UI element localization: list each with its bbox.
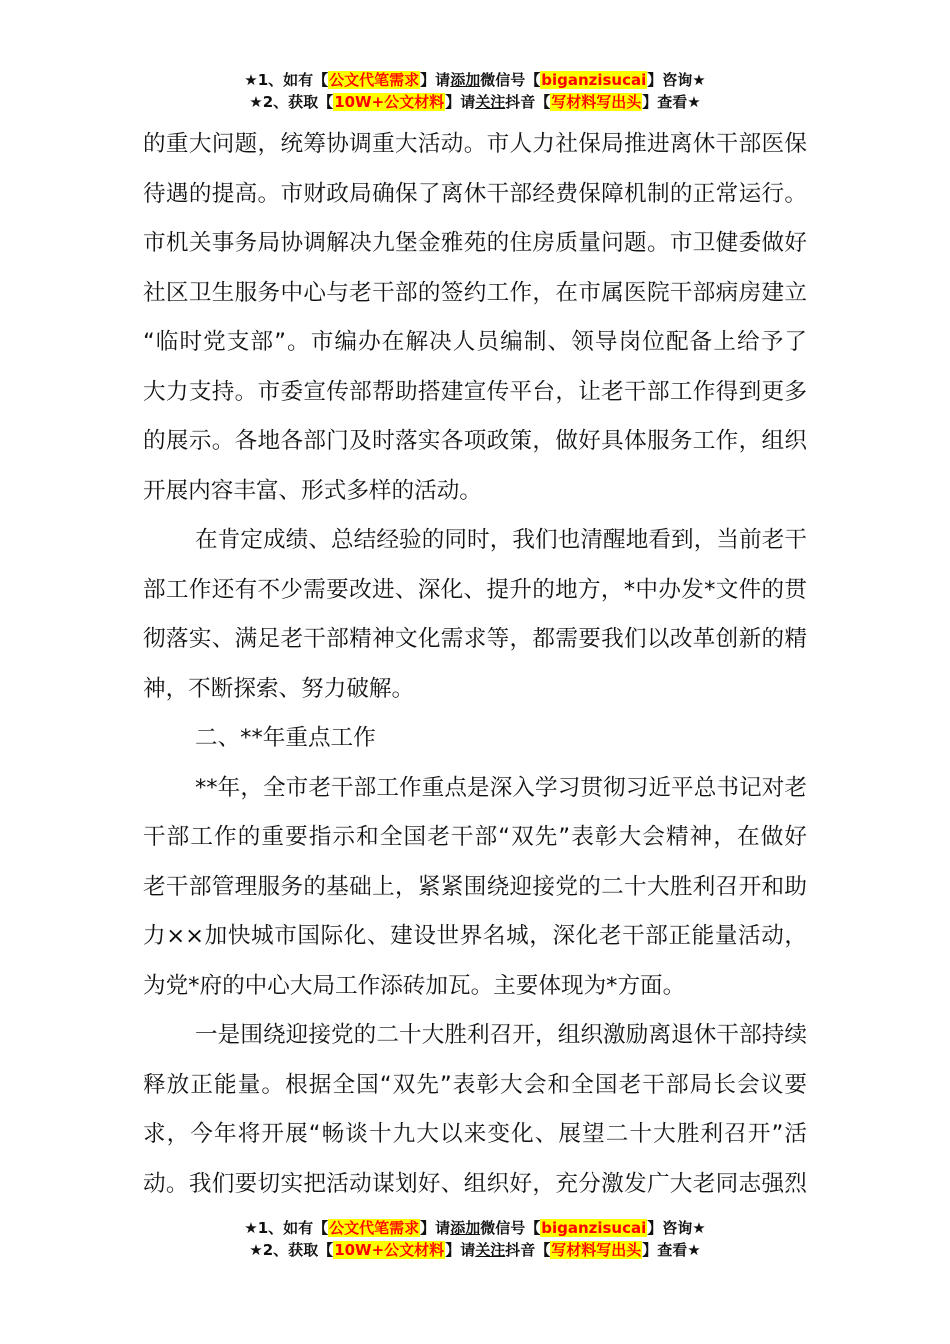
banner-text: 】查看★	[642, 93, 701, 111]
text-line: 为党*府的中心大局工作添砖加瓦。主要体现为*方面。	[143, 972, 686, 999]
banner-emphasis: 添加	[450, 71, 481, 89]
text-line: 老干部管理服务的基础上，紧紧围绕迎接党的二十大胜利召开和助	[143, 873, 807, 900]
highlight-materials: 10W+公文材料	[334, 1241, 445, 1259]
text-line: 社区卫生服务中心与老干部的签约工作，在市属医院干部病房建立	[143, 279, 807, 306]
highlight-douyin-account: 写材料写出头	[551, 1241, 642, 1259]
banner-emphasis: 关注	[475, 93, 506, 111]
text-line: 大力支持。市委宣传部帮助搭建宣传平台，让老干部工作得到更多	[143, 378, 807, 405]
text-line: 求，今年将开展“畅谈十九大以来变化、展望二十大胜利召开”活	[143, 1121, 807, 1147]
banner-text: ★2、获取【	[249, 93, 334, 111]
text-line: 部工作还有不少需要改进、深化、提升的地方，*中办发*文件的贯	[143, 576, 807, 603]
text-line: 干部工作的重要指示和全国老干部“双先”表彰大会精神，在做好	[143, 824, 807, 850]
text-line: 开展内容丰富、形式多样的活动。	[143, 477, 482, 504]
paragraph-start-line: 在肯定成绩、总结经验的同时，我们也清醒地看到，当前老干	[195, 527, 807, 553]
banner-line-2	[0, 91, 950, 113]
highlight-wechat-id: biganzisucai	[541, 71, 647, 89]
highlight-wechat-id: biganzisucai	[541, 1219, 647, 1237]
text-line: 动。我们要切实把活动谋划好、组织好，充分激发广大老同志强烈	[143, 1170, 807, 1197]
banner-text: 】请	[420, 1219, 451, 1237]
banner-text: 】查看★	[642, 1241, 701, 1259]
banner-text: ★2、获取【	[249, 1241, 334, 1259]
banner-text: 微信号【	[480, 71, 541, 89]
banner-line-1	[0, 1217, 950, 1239]
section-heading: 二、**年重点工作	[195, 725, 376, 751]
text-line: 待遇的提高。市财政局确保了离休干部经费保障机制的正常运行。	[143, 180, 807, 207]
text-line: 的重大问题，统筹协调重大活动。市人力社保局推进离休干部医保	[143, 131, 807, 157]
banner-text: ★1、如有【	[244, 71, 329, 89]
text-line: 的展示。各地各部门及时落实各项政策，做好具体服务工作，组织	[143, 428, 807, 454]
paragraph-start-line: 一是围绕迎接党的二十大胜利召开，组织激励离退休干部持续	[195, 1022, 807, 1048]
text-line: 彻落实、满足老干部精神文化需求等，都需要我们以改革创新的精	[143, 626, 807, 652]
banner-line-1	[0, 69, 950, 91]
text-line: 力××加快城市国际化、建设世界名城，深化老干部正能量活动，	[143, 923, 807, 949]
banner-text: 】请	[445, 1241, 476, 1259]
text-line: 神，不断探索、努力破解。	[143, 675, 415, 702]
header-banner	[0, 69, 950, 113]
highlight-materials: 10W+公文材料	[334, 93, 445, 111]
banner-text: 】请	[445, 93, 476, 111]
banner-text: 】请	[420, 71, 451, 89]
highlight-douyin-account: 写材料写出头	[551, 93, 642, 111]
banner-text: 微信号【	[480, 1219, 541, 1237]
footer-banner	[0, 1217, 950, 1261]
paragraph-start-line: **年，全市老干部工作重点是深入学习贯彻习近平总书记对老	[195, 774, 807, 801]
banner-emphasis: 添加	[450, 1219, 481, 1237]
banner-text: 】咨询★	[647, 1219, 706, 1237]
banner-text: 抖音【	[505, 93, 551, 111]
text-line: “临时党支部”。市编办在解决人员编制、领导岗位配备上给予了	[143, 329, 807, 355]
banner-text: 抖音【	[505, 1241, 551, 1259]
banner-text: 】咨询★	[647, 71, 706, 89]
text-line: 市机关事务局协调解决九堡金雅苑的住房质量问题。市卫健委做好	[143, 230, 807, 256]
document-body	[143, 120, 807, 1209]
highlight-service: 公文代笔需求	[329, 71, 420, 89]
banner-line-2	[0, 1239, 950, 1261]
banner-emphasis: 关注	[475, 1241, 506, 1259]
highlight-service: 公文代笔需求	[329, 1219, 420, 1237]
text-line: 释放正能量。根据全国“双先”表彰大会和全国老干部局长会议要	[143, 1071, 807, 1098]
banner-text: ★1、如有【	[244, 1219, 329, 1237]
